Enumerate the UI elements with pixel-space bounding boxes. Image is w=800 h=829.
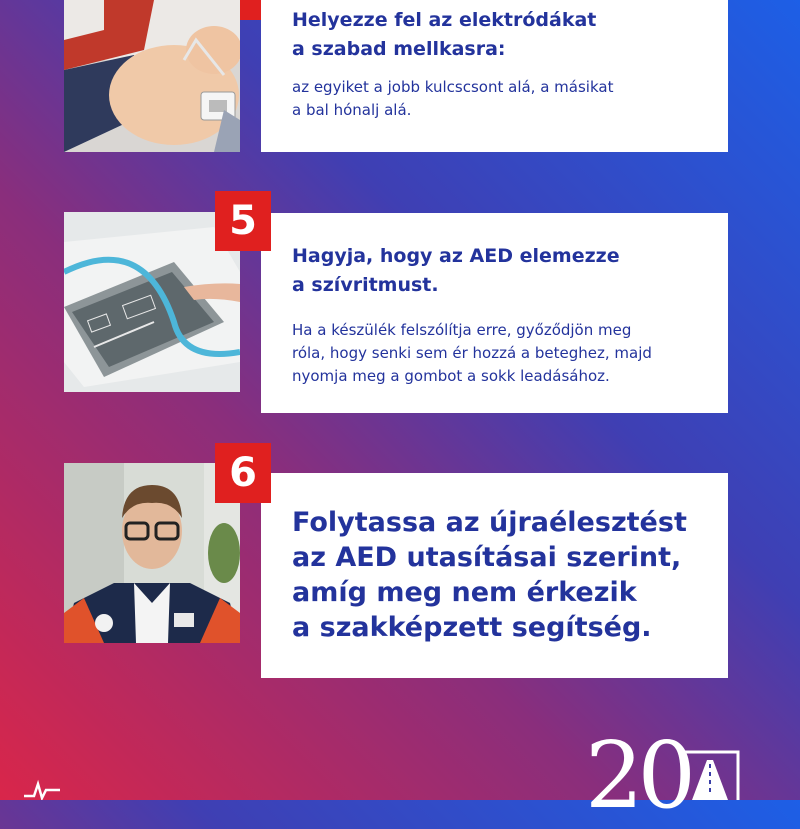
anniversary-number: 20 — [585, 722, 691, 829]
cpr-manikin-electrodes-image — [64, 0, 240, 152]
step-4-card — [261, 0, 728, 152]
aed-device-image — [64, 212, 240, 392]
step-6-card — [261, 473, 728, 678]
step-4-text: az egyiket a jobb kulcscsont alá, a másikat a bal hónalj alá. — [292, 78, 614, 119]
heartbeat-logo-icon — [22, 770, 62, 800]
step-5-heading: Hagyja, hogy az AED elemezze a szívritmust. — [292, 245, 620, 296]
step-6-number-badge: 6 — [215, 443, 271, 503]
step-6-photo — [64, 463, 240, 643]
step-4-heading: Helyezze fel az elektródákat a szabad mellkasra: — [292, 9, 597, 60]
step-5-number-badge: 5 — [215, 191, 271, 251]
motorway-logo-icon — [680, 750, 740, 800]
step-4-photo — [64, 0, 240, 152]
paramedic-portrait-image — [64, 463, 240, 643]
step-6-heading: Folytassa az újraélesztést az AED utasításai szerint, amíg meg nem érkezik a szakképzett segítség. — [292, 507, 687, 643]
step-5-card — [261, 213, 728, 413]
step-5-text: Ha a készülék felszólítja erre, győződjön meg róla, hogy senki sem ér hozzá a beteghez, majd nyomja meg a gombot a sokk leadásához. — [292, 321, 652, 385]
step-5-photo — [64, 212, 240, 392]
